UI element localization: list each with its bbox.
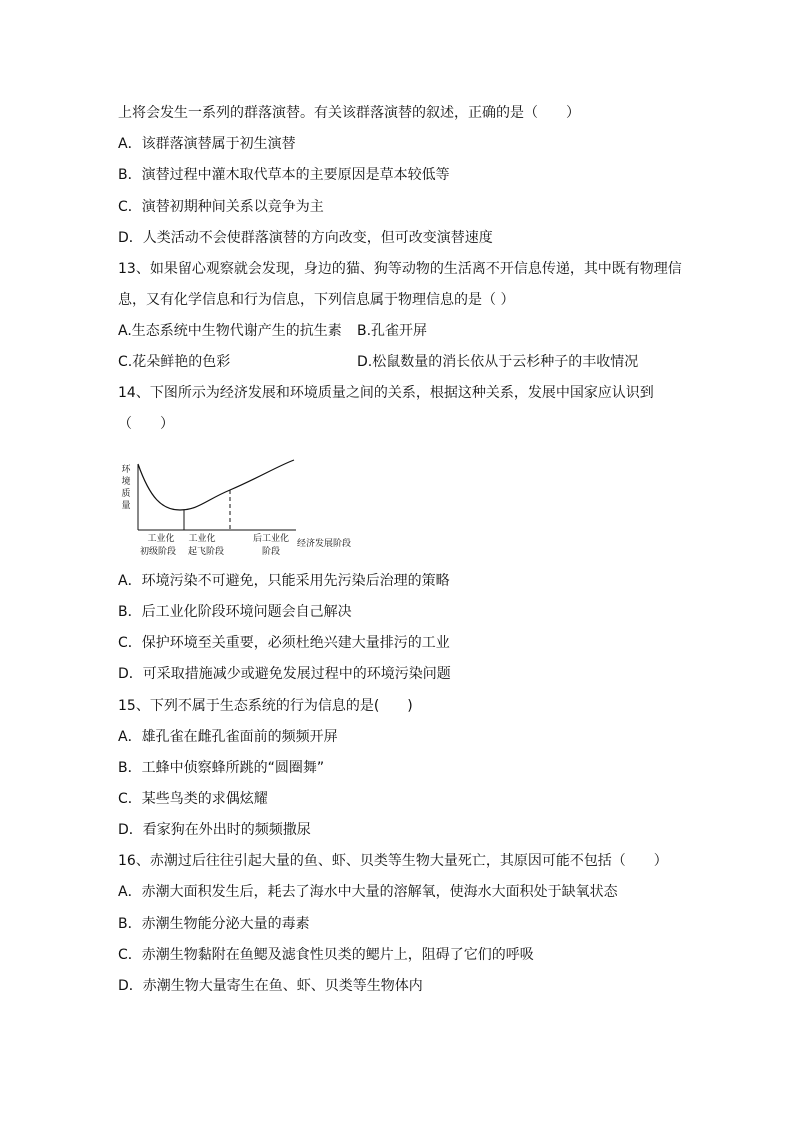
stage1-label-line2: 初级阶段 xyxy=(139,547,177,557)
y-label-char-2: 境 xyxy=(121,477,131,487)
stage3-label-line2: 阶段 xyxy=(261,547,281,557)
y-label-char-3: 质 xyxy=(121,489,131,499)
q16-stem: 16、赤潮过后往往引起大量的鱼、虾、贝类等生物大量死亡，其原因可能不包括（ ） xyxy=(118,853,668,869)
q15-option-a: A．雄孔雀在雌孔雀面前的频频开屏 xyxy=(118,729,338,745)
q14-answer-paren: （ ） xyxy=(118,416,174,432)
stage2-label-line1: 工业化 xyxy=(188,534,216,544)
q13-option-c: C.花朵鲜艳的色彩 xyxy=(118,354,231,370)
q15-stem: 15、下列不属于生态系统的行为信息的是( ) xyxy=(118,698,413,714)
q13-stem: 13、如果留心观察就会发现，身边的猫、狗等动物的生活离不开信息传递，其中既有物理信 xyxy=(118,261,682,277)
quality-curve xyxy=(138,460,294,510)
x-axis-label: 经济发展阶段 xyxy=(296,539,352,549)
q16-option-c: C．赤潮生物黏附在鱼鳃及滤食性贝类的鳃片上，阻碍了它们的呼吸 xyxy=(118,947,534,963)
y-label-char-4: 量 xyxy=(121,501,131,511)
economy-environment-figure xyxy=(118,450,358,562)
q14-option-c: C．保护环境至关重要，必须杜绝兴建大量排污的工业 xyxy=(118,635,450,651)
q14-option-a: A．环境污染不可避免，只能采用先污染后治理的策略 xyxy=(118,573,450,589)
q13-option-d: D.松鼠数量的消长依从于云杉种子的丰收情况 xyxy=(357,354,639,370)
q13-option-a: A.生态系统中生物代谢产生的抗生素 xyxy=(118,323,342,339)
q14-option-b: B．后工业化阶段环境问题会自己解决 xyxy=(118,604,352,620)
q15-option-c: C．某些鸟类的求偶炫耀 xyxy=(118,791,268,807)
q12-option-d: D．人类活动不会使群落演替的方向改变，但可改变演替速度 xyxy=(118,230,493,246)
q14-stem: 14、下图所示为经济发展和环境质量之间的关系，根据这种关系，发展中国家应认识到 xyxy=(118,385,654,401)
stage1-label-line1: 工业化 xyxy=(147,534,175,544)
q13-option-b: B.孔雀开屏 xyxy=(357,323,428,339)
q12-option-a: A．该群落演替属于初生演替 xyxy=(118,136,296,152)
q16-option-a: A．赤潮大面积发生后，耗去了海水中大量的溶解氧，使海水大面积处于缺氧状态 xyxy=(118,884,618,900)
q15-option-b: B．工蜂中侦察蜂所跳的“圆圈舞” xyxy=(118,760,325,776)
stage2-label-line2: 起飞阶段 xyxy=(187,547,225,557)
q16-option-d: D．赤潮生物大量寄生在鱼、虾、贝类等生物体内 xyxy=(118,978,423,994)
q15-option-d: D．看家狗在外出时的频频撒尿 xyxy=(118,822,311,838)
q12-option-b: B．演替过程中灌木取代草本的主要原因是草本较低等 xyxy=(118,167,450,183)
q16-option-b: B．赤潮生物能分泌大量的毒素 xyxy=(118,916,310,932)
y-label-char-1: 环 xyxy=(121,465,131,475)
q13-stem-continued: 息，又有化学信息和行为信息，下列信息属于物理信息的是（ ） xyxy=(118,292,515,308)
q14-option-d: D．可采取措施减少或避免发展过程中的环境污染问题 xyxy=(118,666,451,682)
stage3-label-line1: 后工业化 xyxy=(252,534,290,544)
q12-stem-continued: 上将会发生一系列的群落演替。有关该群落演替的叙述，正确的是（ ） xyxy=(118,105,580,121)
q12-option-c: C．演替初期种间关系以竞争为主 xyxy=(118,199,324,215)
